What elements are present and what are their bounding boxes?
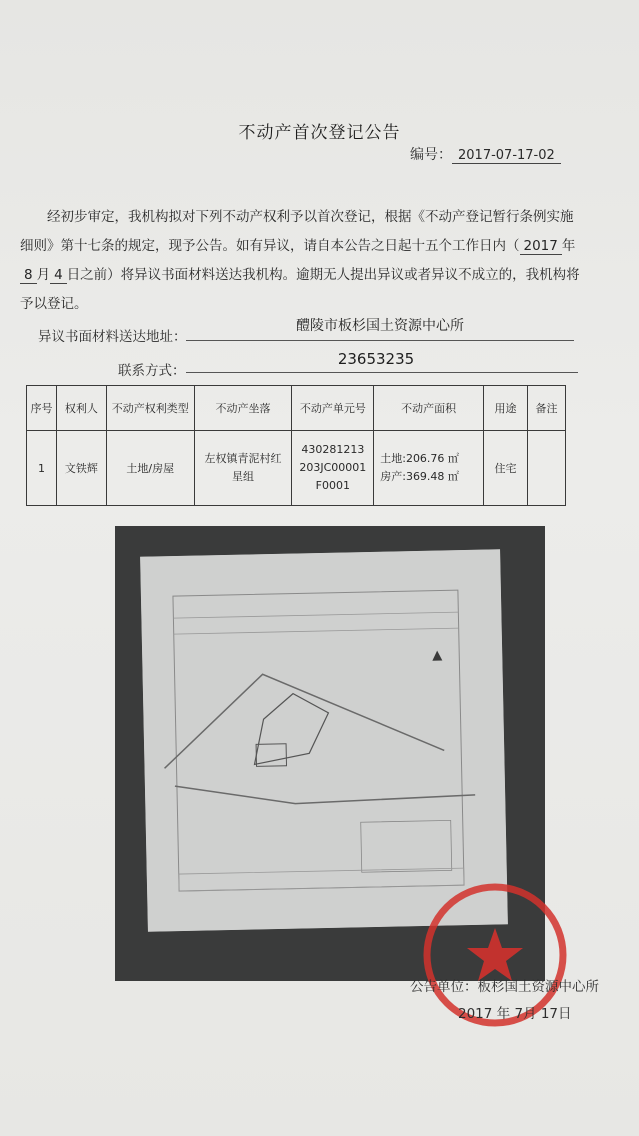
site-plan-photo [140, 549, 508, 931]
header-right-type: 不动产权利类型 [106, 386, 194, 431]
body-paragraph-part1: 经初步审定，我机构拟对下列不动产权利予以首次登记，根据《不动产登记暂行条例实施细则》第十七条的规定，现予公告。如有异议，请自本公告之日起十五个工作日内（ [20, 209, 574, 254]
table-row [27, 431, 566, 506]
objection-address-label: 异议书面材料送达地址： [38, 329, 187, 345]
cell-holder: 文铁辉 [56, 431, 106, 506]
contact-underline [186, 372, 578, 373]
area-house: 房产:369.48 ㎡ [380, 470, 459, 483]
announcing-unit-value: 板杉国土资源中心所 [477, 979, 599, 995]
contact-value: 23653235 [337, 350, 415, 368]
cell-note [528, 431, 566, 506]
cell-right-type: 土地/房屋 [106, 431, 194, 506]
announcing-unit [410, 975, 599, 995]
document-number-label: 编号： [410, 147, 452, 163]
document-number [410, 144, 561, 164]
announcement-date [458, 1002, 572, 1022]
deadline-year: 2017 [520, 238, 562, 255]
deadline-month: 8 [20, 267, 37, 284]
deadline-year-suffix: 年 [561, 238, 576, 254]
header-unit-no: 不动产单元号 [292, 386, 374, 431]
site-plan-drawing [140, 549, 508, 931]
announcing-unit-label: 公告单位： [410, 979, 478, 995]
header-area: 不动产面积 [374, 386, 484, 431]
date-day-suffix: 日 [558, 1006, 572, 1022]
date-month: 7 [514, 1006, 524, 1022]
document-number-value: 2017-07-17-02 [452, 148, 561, 164]
objection-address-underline [186, 340, 574, 341]
date-year-suffix: 年 [496, 1006, 511, 1022]
body-paragraph-part2: 日之前）将异议书面材料送达我机构。逾期无人提出异议或者异议不成立的，我机构将予以登记。 [20, 267, 580, 312]
cell-unit-no: 430281213203JC00001F0001 [292, 431, 374, 506]
cell-area [374, 431, 484, 506]
contact-label: 联系方式： [118, 363, 186, 379]
cell-location: 左权镇青泥村红星组 [194, 431, 292, 506]
header-index: 序号 [27, 386, 57, 431]
header-location: 不动产坐落 [194, 386, 292, 431]
area-land: 土地:206.76 ㎡ [380, 452, 459, 465]
date-day: 17 [540, 1006, 559, 1022]
registration-table [26, 385, 566, 506]
cell-index: 1 [27, 431, 57, 506]
cell-usage: 住宅 [484, 431, 528, 506]
header-note: 备注 [528, 386, 566, 431]
table-header-row [27, 386, 566, 431]
header-holder: 权利人 [56, 386, 106, 431]
date-year: 2017 [458, 1006, 493, 1022]
announcement-body [20, 203, 580, 319]
deadline-month-suffix: 月 [36, 267, 51, 283]
date-month-suffix: 月 [523, 1006, 537, 1022]
document-title: 不动产首次登记公告 [238, 123, 401, 143]
objection-address-value: 醴陵市板杉国土资源中心所 [296, 318, 464, 334]
deadline-day: 4 [50, 267, 67, 284]
header-usage: 用途 [484, 386, 528, 431]
